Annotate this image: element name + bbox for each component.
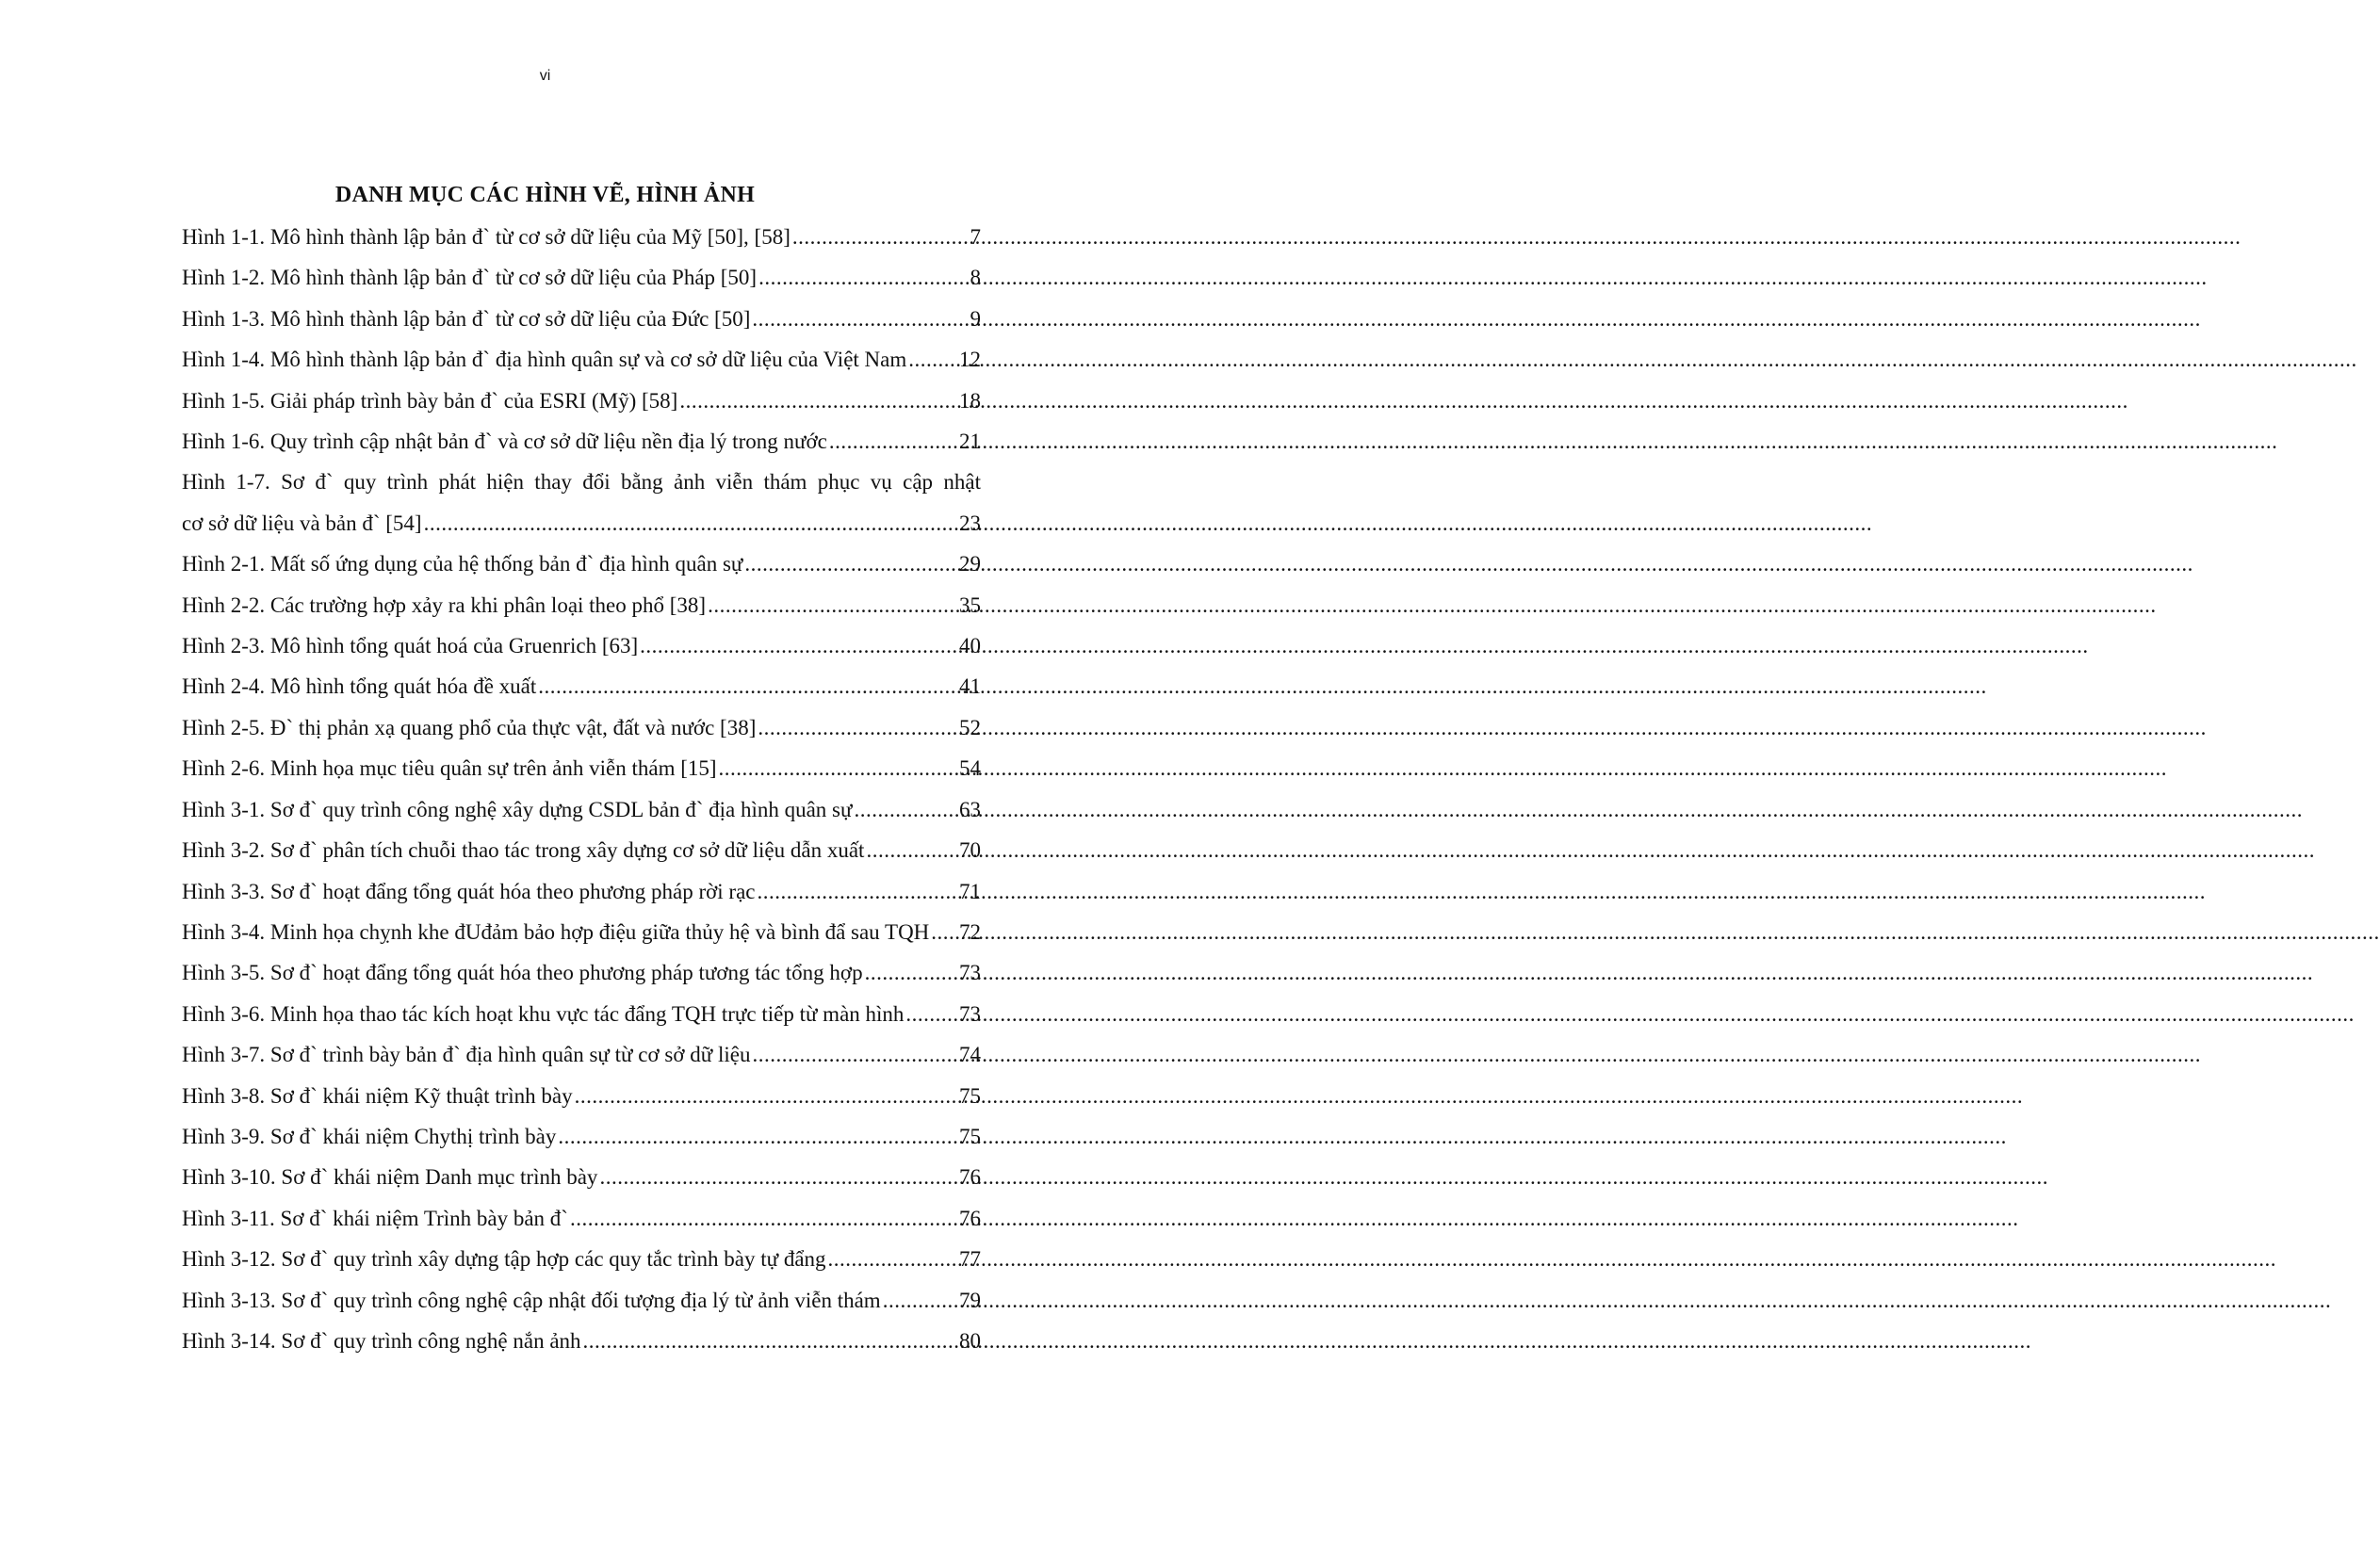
page-ref: 73	[959, 1001, 981, 1026]
figure-caption: Hình 2-1. Mất số ứng dụng của hệ thống bản đ` địa hình quân sự	[182, 552, 743, 576]
figure-caption: Hình 3-9. Sơ đ` khái niệm Chythị trình bày	[182, 1124, 557, 1148]
figure-caption: Hình 3-10. Sơ đ` khái niệm Danh mục trình bày	[182, 1165, 598, 1190]
figure-list-item	[182, 666, 981, 706]
page-ref: 71	[959, 879, 981, 903]
figure-caption: Hình 1-5. Giải pháp trình bày bản đ` của ESRI (Mỹ) [58]	[182, 388, 678, 413]
figure-caption: Hình 3-2. Sơ đ` phân tích chuỗi thao tác trong xây dựng cơ sở dữ liệu dẫn xuất	[182, 838, 865, 863]
page-ref: 29	[959, 552, 981, 576]
dot-leader	[679, 381, 957, 421]
dot-leader	[558, 1116, 957, 1157]
page-number: vi	[539, 68, 551, 84]
page-ref: 21	[959, 430, 981, 454]
figure-caption: Hình 1-3. Mô hình thành lập bản đ` từ cơ sở dữ liệu của Đức [50]	[182, 306, 751, 331]
dot-leader	[758, 257, 968, 298]
figure-caption: Hình 3-14. Sơ đ` quy trình công nghệ nắn ảnh	[182, 1328, 581, 1353]
page-title: DANH MỤC CÁC HÌNH VẼ, HÌNH ẢNH	[334, 183, 756, 207]
dot-leader	[708, 585, 957, 625]
figure-caption: Hình 2-5. Đ` thị phản xạ quang phổ của thực vật, đất và nước [38]	[182, 715, 757, 739]
dot-leader	[758, 871, 957, 912]
figure-list-item	[182, 339, 981, 380]
figure-list-item	[182, 707, 981, 748]
figure-caption: Hình 3-6. Minh họa thao tác kích hoạt khu vực tác đẩng TQH trực tiếp từ màn hình	[182, 1001, 905, 1026]
figure-caption: Hình 1-2. Mô hình thành lập bản đ` từ cơ sở dữ liệu của Pháp [50]	[182, 266, 758, 290]
figure-list-item	[182, 1157, 981, 1197]
figure-list-item	[182, 830, 981, 870]
dot-leader	[931, 912, 957, 952]
dot-leader	[908, 339, 957, 380]
figure-caption: Hình 1-6. Quy trình cập nhật bản đ` và cơ sở dữ liệu nền địa lý trong nước	[182, 430, 827, 454]
page-ref: 41	[959, 674, 981, 699]
figure-list-item	[182, 299, 981, 339]
figure-list-item	[182, 1321, 981, 1361]
dot-leader	[829, 421, 957, 462]
figure-caption: Hình 2-2. Các trường hợp xảy ra khi phân loại theo phổ [38]	[182, 592, 707, 617]
page-ref: 76	[959, 1165, 981, 1190]
page-ref: 72	[959, 919, 981, 944]
dot-leader	[752, 299, 968, 339]
figure-caption: Hình 2-4. Mô hình tổng quát hóa đề xuất	[182, 674, 537, 699]
page-ref: 76	[959, 1206, 981, 1230]
figure-list-item	[182, 871, 981, 912]
figure-list-item	[182, 257, 981, 298]
page-ref: 9	[970, 306, 981, 331]
page-ref: 18	[959, 388, 981, 413]
dot-leader	[424, 503, 957, 544]
page-ref: 7	[970, 225, 981, 249]
figure-caption: Hình 3-8. Sơ đ` khái niệm Kỹ thuật trình bày	[182, 1083, 573, 1108]
figure-list-item	[182, 585, 981, 625]
dot-leader	[828, 1239, 957, 1279]
figure-list-item	[182, 1116, 981, 1157]
figure-caption: Hình 3-3. Sơ đ` hoạt đẩng tổng quát hóa theo phương pháp rời rạc	[182, 879, 756, 903]
page-ref: 54	[959, 756, 981, 781]
page-ref: 75	[959, 1124, 981, 1148]
figure-list-item	[182, 748, 981, 788]
figure-caption: Hình 2-6. Minh họa mục tiêu quân sự trên ảnh viễn thám [15]	[182, 756, 717, 781]
figure-caption: Hình 1-1. Mô hình thành lập bản đ` từ cơ sở dữ liệu của Mỹ [50], [58]	[182, 225, 791, 249]
page-ref: 73	[959, 961, 981, 985]
figure-list-item	[182, 1280, 981, 1321]
figure-list	[182, 217, 981, 1361]
page-ref: 40	[959, 634, 981, 658]
dot-leader	[905, 994, 957, 1034]
figure-list-item	[182, 912, 981, 952]
page-ref: 63	[959, 797, 981, 821]
dot-leader	[758, 707, 957, 748]
dot-leader	[583, 1321, 957, 1361]
dot-leader	[865, 952, 957, 993]
dot-leader	[719, 748, 957, 788]
figure-list-item	[182, 789, 981, 830]
dot-leader	[792, 217, 969, 257]
figure-caption: Hình 3-1. Sơ đ` quy trình công nghệ xây dựng CSDL bản đ` địa hình quân sự	[182, 797, 853, 821]
page-ref: 52	[959, 715, 981, 739]
dot-leader	[883, 1280, 957, 1321]
figure-list-item	[182, 1239, 981, 1279]
figure-caption: Hình 3-5. Sơ đ` hoạt đẩng tổng quát hóa theo phương pháp tương tác tổng hợp	[182, 961, 863, 985]
figure-caption-line1: Hình 1-7. Sơ đ` quy trình phát hiện thay đổi bằng ảnh viễn thám phục vụ cập nhật	[182, 470, 981, 495]
page-ref: 77	[959, 1247, 981, 1272]
figure-caption: Hình 3-12. Sơ đ` quy trình xây dựng tập hợp các quy tắc trình bày tự đẩng	[182, 1247, 826, 1272]
figure-caption: Hình 3-13. Sơ đ` quy trình công nghệ cập nhật đối tượng địa lý từ ảnh viễn thám	[182, 1288, 881, 1312]
page-ref: 79	[959, 1288, 981, 1312]
figure-list-item	[182, 1076, 981, 1116]
dot-leader	[866, 830, 957, 870]
figure-caption: Hình 3-7. Sơ đ` trình bày bản đ` địa hình quân sự từ cơ sở dữ liệu	[182, 1043, 751, 1067]
dot-leader	[752, 1034, 957, 1075]
figure-list-item	[182, 1034, 981, 1075]
dot-leader	[570, 1198, 957, 1239]
dot-leader	[599, 1157, 957, 1197]
page-ref: 75	[959, 1083, 981, 1108]
page-ref: 74	[959, 1043, 981, 1067]
dot-leader	[575, 1076, 957, 1116]
page-ref: 35	[959, 592, 981, 617]
page-ref: 8	[970, 266, 981, 290]
figure-caption: Hình 1-4. Mô hình thành lập bản đ` địa hình quân sự và cơ sở dữ liệu của Việt Nam	[182, 348, 907, 372]
figure-caption-line2: cơ sở dữ liệu và bản đ` [54]	[182, 511, 422, 535]
figure-caption: Hình 3-11. Sơ đ` khái niệm Trình bày bản đ`	[182, 1206, 568, 1230]
figure-list-item	[182, 625, 981, 666]
page-ref: 23	[959, 511, 981, 535]
figure-list-item	[182, 994, 981, 1034]
dot-leader	[744, 544, 957, 584]
page-ref: 80	[959, 1328, 981, 1353]
page-ref: 12	[959, 348, 981, 372]
figure-list-item	[182, 421, 981, 462]
figure-caption: Hình 3-4. Minh họa chỵnh khe đUđảm bảo hợp điệu giữa thủy hệ và bình đẩ sau TQH	[182, 919, 930, 944]
dot-leader	[538, 666, 957, 706]
dot-leader	[854, 789, 957, 830]
page-ref: 70	[959, 838, 981, 863]
figure-list-item	[182, 544, 981, 584]
figure-caption: Hình 2-3. Mô hình tổng quát hoá của Gruenrich [63]	[182, 634, 639, 658]
dot-leader	[640, 625, 957, 666]
figure-list-item	[182, 952, 981, 993]
figure-list-item	[182, 217, 981, 257]
figure-list-item	[182, 1198, 981, 1239]
figure-list-item	[182, 462, 981, 544]
figure-list-item	[182, 381, 981, 421]
